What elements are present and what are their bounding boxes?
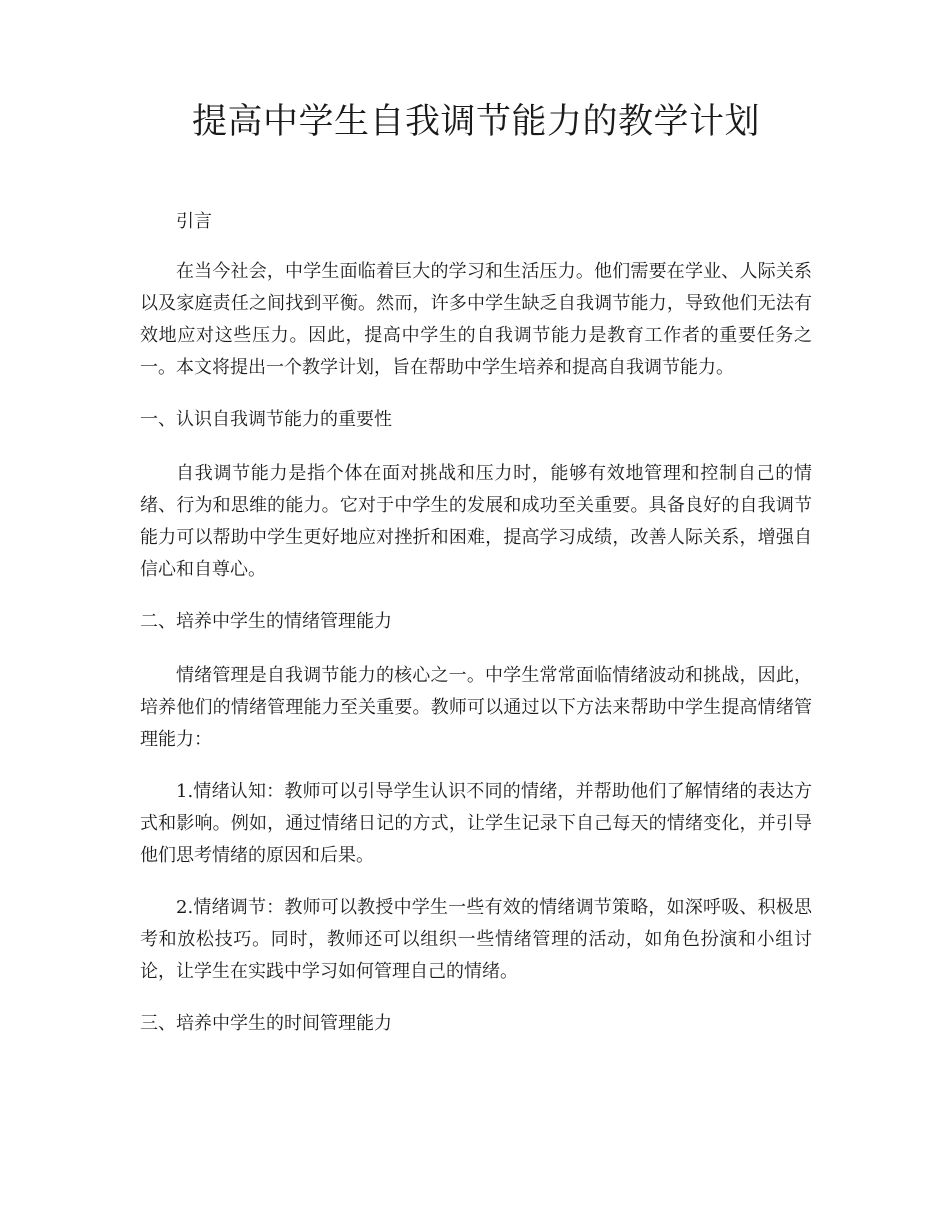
intro-label: 引言	[176, 211, 212, 232]
list-item-emotion-regulation: 2.情绪调节：教师可以教授中学生一些有效的情绪调节策略，如深呼吸、积极思考和放松技巧。同时，教师还可以组织一些情绪管理的活动，如角色扮演和小组讨论，让学生在实践中学习如何管理自己的情绪。	[140, 897, 812, 982]
section-paragraph-2: 情绪管理是自我调节能力的核心之一。中学生常常面临情绪波动和挑战，因此，培养他们的情绪管理能力至关重要。教师可以通过以下方法来帮助中学生提高情绪管理能力：	[140, 665, 812, 750]
section-heading-2: 二、培养中学生的情绪管理能力	[140, 611, 392, 632]
section-heading-1: 一、认识自我调节能力的重要性	[140, 409, 392, 430]
section-heading-3: 三、培养中学生的时间管理能力	[140, 1013, 392, 1034]
document-title: 提高中学生自我调节能力的教学计划	[191, 102, 760, 142]
list-item-emotion-awareness: 1.情绪认知：教师可以引导学生认识不同的情绪，并帮助他们了解情绪的表达方式和影响。例如，通过情绪日记的方式，让学生记录下自己每天的情绪变化，并引导他们思考情绪的原因和后果。	[140, 781, 812, 866]
section-paragraph-1: 自我调节能力是指个体在面对挑战和压力时，能够有效地管理和控制自己的情绪、行为和思维的能力。它对于中学生的发展和成功至关重要。具备良好的自我调节能力可以帮助中学生更好地应对挫折和困难，提高学习成绩，改善人际关系，增强自信心和自尊心。	[140, 463, 812, 580]
intro-paragraph: 在当今社会，中学生面临着巨大的学习和生活压力。他们需要在学业、人际关系以及家庭责任之间找到平衡。然而，许多中学生缺乏自我调节能力，导致他们无法有效地应对这些压力。因此，提高中学生的自我调节能力是教育工作者的重要任务之一。本文将提出一个教学计划，旨在帮助中学生培养和提高自我调节能力。	[140, 261, 812, 378]
